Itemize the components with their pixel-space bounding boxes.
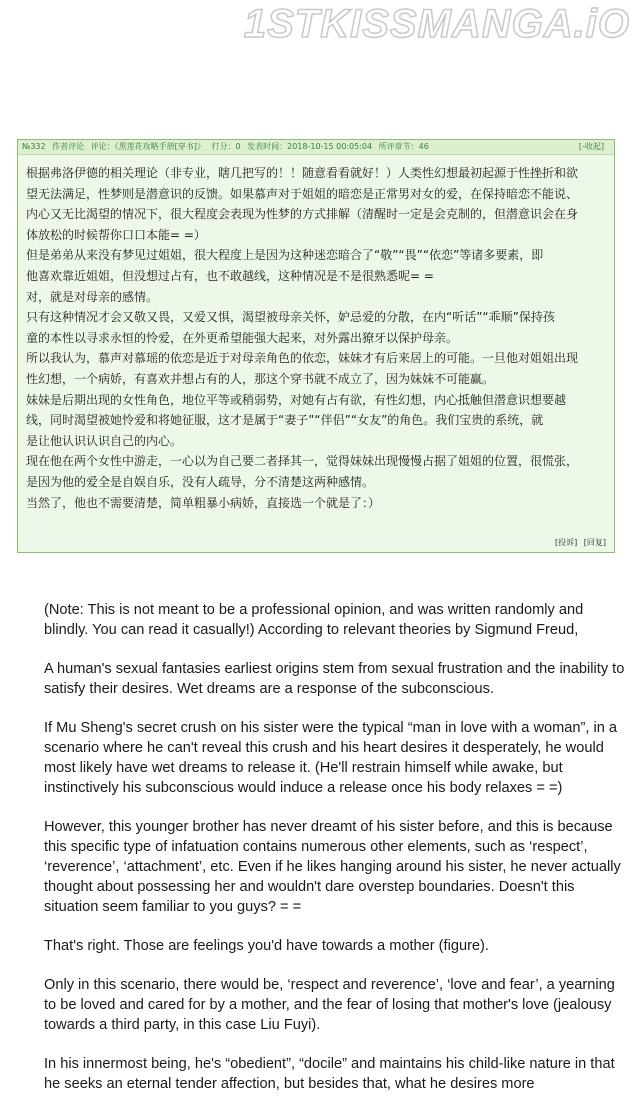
comment-time: 发表时间：2018-10-15 00:05:04 bbox=[247, 142, 373, 151]
translation-paragraph: In his innermost being, he's “obedient”, “docile” and maintains his child-like nature in that he seeks an eternal tender affection, but besides that, what he desires more bbox=[44, 1056, 615, 1092]
comment-box bbox=[17, 139, 615, 553]
comment-line: 所以我认为，慕声对慕瑶的依恋是近于对母亲角色的依恋，妹妹才有后来居上的可能。一旦他对姐姐出现 bbox=[26, 351, 579, 366]
translation-paragraph: If Mu Sheng's secret crush on his sister were the typical “man in love with a woman”, in a scenario where he can't reveal this crush and his heart desires it desperately, he would most likely have wet dreams to release it. (He'll restrain himself while awake, but instinctively his subconscious would induce a release once his body relaxes = =) bbox=[44, 720, 617, 796]
comment-line: 性幻想，一个病娇，有喜欢并想占有的人，那这个穿书就不成立了，因为妹妹不可能赢。 bbox=[26, 371, 495, 386]
comment-author: 作者评论 bbox=[52, 142, 85, 151]
comment-line: 他喜欢靠近姐姐，但没想过占有，也不敢越线，这种情况是不是很熟悉呢= = bbox=[26, 268, 434, 283]
translation-paragraph: That's right. Those are feelings you'd have towards a mother (figure). bbox=[44, 938, 489, 954]
comment-line: 根据弗洛伊德的相关理论（非专业，瞎几把写的！！随意看看就好！）人类性幻想最初起源于性挫折和欲 bbox=[26, 166, 579, 180]
comment-line: 望无法满足，性梦则是潜意识的反馈。如果慕声对于姐姐的暗恋是正常男对女的爱，在保持暗恋不能说、 bbox=[26, 186, 579, 201]
comment-chapter: 所评章节：46 bbox=[378, 142, 429, 151]
watermark-logo: 1STKISSMANGA.iO bbox=[243, 2, 630, 46]
comment-line: 只有这种情况才会又敬又畏，又爱又惧，渴望被母亲关怀，妒忌爱的分散，在内“听话”“乖顺”保持孩 bbox=[26, 310, 555, 325]
translation-text bbox=[44, 600, 629, 1113]
translation-paragraph: (Note: This is not meant to be a professional opinion, and was written randomly and blindly. You can read it casually!) According to relevant theories by Sigmund Freud, bbox=[44, 602, 584, 638]
comment-number: №332 bbox=[22, 142, 46, 151]
comment-line: 对，就是对母亲的感情。 bbox=[26, 289, 159, 304]
comment-line: 内心又无比渴望的情况下，很大程度会表现为性梦的方式排解（清醒时一定是会克制的，但潜意识会在身 bbox=[26, 207, 579, 222]
comment-line: 是因为他的爱全是自娱自乐，没有人疏导，分不清楚这两种感情。 bbox=[26, 474, 375, 489]
comment-line: 但是弟弟从来没有梦见过姐姐，很大程度上是因为这种迷恋暗合了“敬”“畏”“依恋”等诸多要素，即 bbox=[26, 248, 544, 263]
comment-line: 线，同时渴望被她怜爱和将她征服，这才是属于“妻子”“伴侣”“女友”的角色。我们宝贵的系统，就 bbox=[26, 413, 544, 428]
comment-header bbox=[18, 140, 614, 155]
translation-paragraph: A human's sexual fantasies earliest origins stem from sexual frustration and the inability to satisfy their desires. Wet dreams are a response of the subconscious. bbox=[44, 661, 625, 697]
comment-line: 是让他认识认识自己的内心。 bbox=[26, 433, 183, 448]
report-link[interactable]: [投诉] bbox=[554, 538, 578, 547]
comment-line: 当然了，他也不需要清楚，简单粗暴小病娇，直接选一个就是了：） bbox=[26, 495, 381, 510]
comment-line: 妹妹是后期出现的女性角色，地位平等或稍弱势，对她有占有欲，有性幻想，内心抵触但潜意识想要越 bbox=[26, 392, 567, 407]
comment-line: 童的本性以寻求永恒的怜爱，在外更希望能强大起来，对外露出獠牙以保护母亲。 bbox=[26, 330, 459, 345]
comment-subject[interactable]: 评论：《黑莲花攻略手册[穿书]》 bbox=[90, 142, 205, 151]
comment-line: 现在他在两个女性中游走，一心以为自己要二者择其一，觉得妹妹出现慢慢占据了姐姐的位置，很慌张， bbox=[26, 454, 579, 469]
translation-paragraph: Only in this scenario, there would be, ‘respect and reverence’, ‘love and fear’, a yearning to be loved and cared for by a mother, and the fear of losing that mother's love (jealousy towards a third party, in this case Liu Fuyi). bbox=[44, 977, 615, 1033]
translation-paragraph: However, this younger brother has never dreamt of his sister before, and this is because this specific type of infatuation contains numerous other elements, such as ‘respect’, ‘reverence’, ‘attachment’, etc. Even if he likes hanging around his sister, he never actually thought about possessing her and wouldn't dare overstep boundaries. Doesn't this situation seem familiar to you guys? = = bbox=[44, 819, 621, 915]
comment-actions bbox=[551, 537, 606, 548]
comment-line: 体放松的时候帮你口口本能= =） bbox=[26, 227, 206, 242]
comment-score: 打分：0 bbox=[211, 142, 241, 151]
comment-body bbox=[18, 155, 614, 513]
collapse-link[interactable]: [-收起] bbox=[578, 142, 604, 151]
reply-link[interactable]: [回复] bbox=[583, 538, 606, 547]
